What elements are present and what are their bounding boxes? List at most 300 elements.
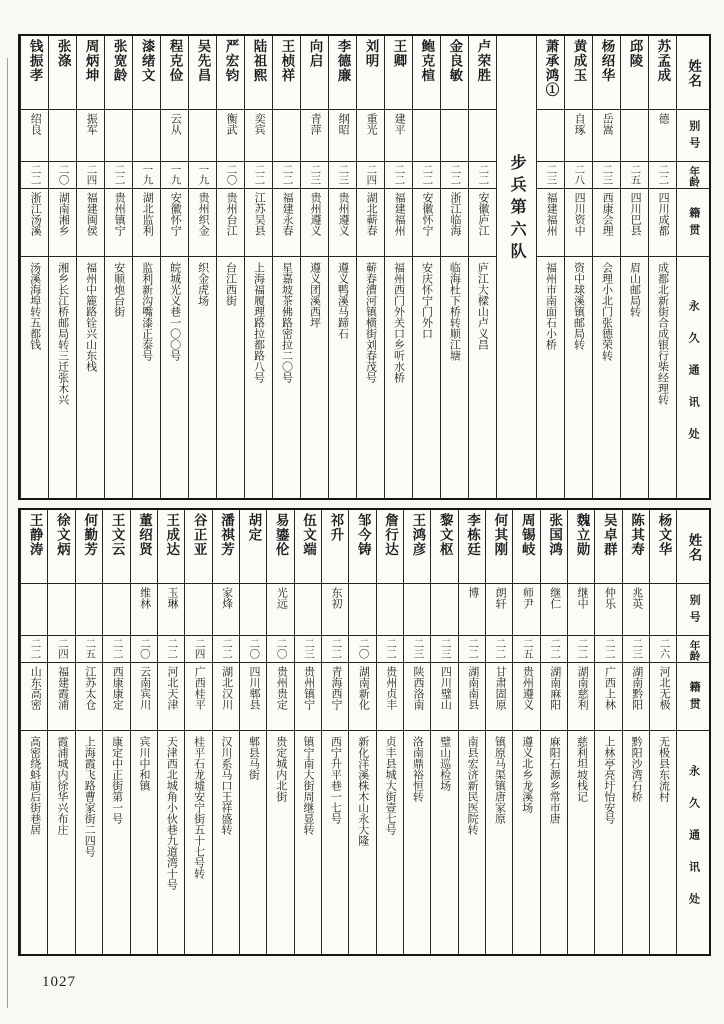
entry-name: 李德廉 [335,39,351,83]
entry-native-cell [595,663,621,731]
entry-name-cell [158,510,184,584]
entry-name: 何勤芳 [82,513,98,557]
entry-age: 二二 [281,164,293,185]
entry-age-cell [105,162,132,189]
entry-address: 康定中正街第一号 [110,736,123,824]
entry-address-cell [49,257,76,498]
entry-alias: 继中 [576,587,589,609]
entry-age-cell [267,636,293,663]
entry-alias-cell [105,110,132,162]
entry-column [48,36,76,498]
entry-column [622,510,649,954]
entry-native-cell [349,663,375,731]
entry-age: 二二 [603,638,615,659]
entry-age-cell [404,636,430,663]
roster-table-top [18,34,711,500]
entry-column [157,510,184,954]
entry-address: 镇宁南大街周继显转 [302,736,315,835]
entry-age-cell [21,636,47,663]
entry-name-cell [185,510,211,584]
entry-age-cell [537,162,564,189]
entry-name-cell [49,36,76,110]
entry-native-cell [486,663,512,731]
entry-native: 广西上林 [603,666,616,710]
entry-age-cell [76,636,102,663]
entry-address-cell [385,257,412,498]
entry-alias-cell [431,584,457,636]
entry-name: 杨文华 [656,513,672,557]
entry-column [485,510,512,954]
entry-name: 程克俭 [167,39,183,83]
entry-native-cell [441,189,468,257]
entry-alias-cell [565,110,592,162]
entry-age-cell [377,636,403,663]
entry-alias-cell [240,584,266,636]
entry-address-cell [240,731,266,954]
entry-address-cell [161,257,188,498]
entry-column [212,510,239,954]
entry-name: 苏孟成 [655,39,671,83]
entry-native: 贵州遵义 [521,666,534,710]
entry-address-cell [349,731,375,954]
entry-address-cell [213,731,239,954]
entry-alias-cell [377,584,403,636]
entry-native-cell [133,189,160,257]
entry-age: 二〇 [357,638,369,659]
entry-native: 贵州镇宁 [113,192,126,236]
entry-age-cell [273,162,300,189]
entry-address-cell [105,257,132,498]
entry-name-cell [623,510,649,584]
entry-alias: 博 [466,587,479,598]
entry-age: 二四 [85,164,97,185]
entry-address-cell [245,257,272,498]
entry-age-cell [459,636,485,663]
entry-native: 四川璧山 [439,666,452,710]
entry-name-cell [377,510,403,584]
entry-address: 宾川中和镇 [137,736,150,791]
entry-address: 福州中簏路铨兴山东栈 [84,262,97,372]
entry-name: 杨绍华 [599,39,615,83]
entry-column [328,36,356,498]
entry-alias-cell [385,110,412,162]
entry-native-cell [377,663,403,731]
entry-age: 二三 [601,164,613,185]
entry-column [649,510,676,954]
entry-native: 贵州贞丰 [384,666,397,710]
entry-age-cell [349,636,375,663]
entry-native-cell [213,663,239,731]
entry-native-cell [385,189,412,257]
entry-alias: 衡武 [225,113,238,135]
entry-column [594,510,621,954]
roster-table-bottom [18,508,711,956]
entry-name: 张宽龄 [111,39,127,83]
entry-alias-cell [267,584,293,636]
entry-age-cell [213,636,239,663]
entry-age-cell [486,636,512,663]
entry-alias-cell [650,584,676,636]
entry-address-cell [185,731,211,954]
entry-address-cell [267,731,293,954]
entry-age: 一九 [169,164,181,185]
entry-native: 湖北蕲春 [365,192,378,236]
header-native-label-cell [677,663,709,731]
header-native-label: 籍贯 [688,680,701,716]
entry-native: 江苏吴县 [253,192,266,236]
entry-name: 刘明 [363,39,379,69]
entry-name-cell [245,36,272,110]
entry-address-cell [103,731,129,954]
entry-address: 南县宏济新民医院转 [466,736,479,835]
entry-address: 资中球溪镇邮局转 [572,262,585,350]
entry-native: 湖南慈利 [576,666,589,710]
entry-alias: 朗轩 [494,587,507,609]
entry-name: 李栋廷 [465,513,481,557]
entry-address-cell [649,257,676,498]
entry-name: 鲍克楦 [419,39,435,83]
entry-native: 贵州织金 [197,192,210,236]
entry-age-cell [623,636,649,663]
entry-alias-cell [301,110,328,162]
entry-native-cell [49,189,76,257]
entry-native-cell [267,663,293,731]
entry-age-cell [245,162,272,189]
entry-column [266,510,293,954]
entry-address-cell [377,731,403,954]
entry-name: 伍文端 [301,513,317,557]
entry-address: 桂平石龙墟安宁街五十七号转 [192,736,205,879]
entry-alias-cell [217,110,244,162]
entry-name-cell [404,510,430,584]
entry-age-cell [595,636,621,663]
entry-alias-cell [185,584,211,636]
entry-column [132,36,160,498]
entry-native-cell [21,189,48,257]
entry-alias-cell [158,584,184,636]
entry-native: 贵州遵义 [309,192,322,236]
entry-name: 黄成玉 [571,39,587,83]
entry-address: 西宁升平巷一七号 [329,736,342,824]
entry-native: 安徽庐江 [477,192,490,236]
entry-native-cell [77,189,104,257]
entry-address: 遵义北乡龙溪场 [520,736,533,813]
entry-address-cell [565,257,592,498]
header-alias-label-cell [677,584,709,636]
entry-native: 广西桂平 [193,666,206,710]
entry-column [239,510,266,954]
entry-alias-cell [357,110,384,162]
entry-column [403,510,430,954]
entry-native-cell [105,189,132,257]
entry-native-cell [21,663,47,731]
entry-column [104,36,132,498]
header-age-label-cell [677,636,709,663]
entry-address-cell [537,257,564,498]
entry-name-cell [593,36,620,110]
field-header-column [676,36,709,498]
entry-alias: 师尹 [521,587,534,609]
entry-name: 邱陵 [627,39,643,69]
entry-name-cell [240,510,266,584]
entry-address-cell [623,731,649,954]
entry-address-cell [77,257,104,498]
entry-name: 张国鸿 [547,513,563,557]
header-alias-label-cell [677,110,709,162]
entry-alias-cell [21,584,47,636]
entry-native-cell [240,663,266,731]
entry-native-cell [161,189,188,257]
entry-alias-cell [322,584,348,636]
entry-age-cell [77,162,104,189]
entry-age-cell [593,162,620,189]
entry-column [47,510,74,954]
entry-name-cell [650,510,676,584]
entry-address-cell [441,257,468,498]
entry-name-cell [385,36,412,110]
entry-alias: 自琢 [573,113,586,135]
entry-native: 湖北汉川 [220,666,233,710]
entry-native: 陕西洛南 [412,666,425,710]
entry-age: 二五 [629,164,641,185]
header-address-label-cell [677,257,709,498]
entry-name-cell [213,510,239,584]
entry-native-cell [103,663,129,731]
entry-column [76,36,104,498]
entry-address-cell [357,257,384,498]
entry-address-cell [404,731,430,954]
entry-address-cell [48,731,74,954]
entry-name: 王静涛 [27,513,43,557]
entry-column [540,510,567,954]
entry-address-cell [459,731,485,954]
entry-native-cell [329,189,356,257]
entry-age-cell [621,162,648,189]
entry-name-cell [48,510,74,584]
entry-alias: 玉琳 [165,587,178,609]
entry-native: 甘肃固原 [494,666,507,710]
entry-age: 二三 [302,638,314,659]
entry-age-cell [431,636,457,663]
entry-native-cell [404,663,430,731]
entry-age: 二二 [111,638,123,659]
entry-alias-cell [459,584,485,636]
entry-native-cell [185,663,211,731]
entry-native: 浙江临海 [449,192,462,236]
entry-alias-cell [593,110,620,162]
entry-age-cell [295,636,321,663]
entry-name-cell [595,510,621,584]
entry-alias: 兆英 [630,587,643,609]
entry-age: 二二 [253,164,265,185]
entry-age-cell [189,162,216,189]
entry-name-cell [267,510,293,584]
entry-age-cell [650,636,676,663]
entry-address-cell [486,731,512,954]
entry-age-cell [131,636,157,663]
entry-column [216,36,244,498]
entry-age: 二四 [365,164,377,185]
entry-name: 卢荣胜 [475,39,491,83]
entry-address: 临海杜下桥转顺江塘 [448,262,461,361]
entry-native: 四川成都 [657,192,670,236]
entry-name-cell [105,36,132,110]
entry-column [412,36,440,498]
entry-age-cell [240,636,266,663]
entry-age-cell [469,162,496,189]
entry-address: 慈利坦坡栈记 [575,736,588,802]
entry-age-cell [161,162,188,189]
entry-address: 璧山巡检场 [438,736,451,791]
entry-native-cell [649,189,676,257]
entry-alias-cell [513,584,539,636]
entry-age: 二三 [412,638,424,659]
entry-address-cell [217,257,244,498]
entry-name-cell [77,36,104,110]
entry-age: 二〇 [275,638,287,659]
entry-native-cell [131,663,157,731]
header-name-label-cell [677,510,709,584]
entry-age: 二二 [393,164,405,185]
entry-age-cell [133,162,160,189]
entry-name-cell [513,510,539,584]
entry-alias-cell [621,110,648,162]
header-age-label-cell [677,162,709,189]
entry-age: 二〇 [248,638,260,659]
entry-age: 二二 [29,638,41,659]
entry-address: 汤溪海埠转五都钱 [28,262,41,350]
entry-age: 二二 [657,164,669,185]
entry-name-cell [621,36,648,110]
entry-column [244,36,272,498]
entry-column [102,510,129,954]
entry-age-cell [541,636,567,663]
entry-address: 庐江大樑山卢义昌 [476,262,489,350]
entry-name-cell [131,510,157,584]
entry-native: 贵州台江 [225,192,238,236]
entry-alias-cell [131,584,157,636]
entry-native: 贵州遵义 [337,192,350,236]
entry-name-cell [469,36,496,110]
entry-address-cell [273,257,300,498]
entry-name-cell [21,510,47,584]
entry-native: 四川郫县 [247,666,260,710]
entry-address-cell [21,731,47,954]
entry-age: 二二 [113,164,125,185]
entry-native-cell [537,189,564,257]
entry-native-cell [413,189,440,257]
entry-alias-cell [595,584,621,636]
entry-alias-cell [48,584,74,636]
entry-address: 蕲春漕河镇横街刘春茂号 [364,262,377,383]
entry-alias-cell [469,110,496,162]
entry-address-cell [593,257,620,498]
entry-column [564,36,592,498]
entry-name: 陆祖熙 [251,39,267,83]
entry-column [321,510,348,954]
entry-native: 贵州镇宁 [302,666,315,710]
entry-name-cell [103,510,129,584]
entry-age: 二三 [309,164,321,185]
entry-alias: 奕宾 [253,113,266,135]
entry-name: 王文云 [109,513,125,557]
entry-age: 一九 [141,164,153,185]
entry-alias-cell [349,584,375,636]
entry-address-cell [301,257,328,498]
entry-native: 湖南新化 [357,666,370,710]
entry-age: 二二 [494,638,506,659]
entry-age-cell [21,162,48,189]
entry-address: 贵定城内北街 [274,736,287,802]
entry-column [440,36,468,498]
entry-age: 二二 [421,164,433,185]
entry-address: 成都北新街合成银行柴经理转 [656,262,669,405]
entry-age-cell [513,636,539,663]
entry-age: 一九 [197,164,209,185]
entry-native: 浙江汤溪 [29,192,42,236]
entry-address-cell [650,731,676,954]
entry-name-cell [21,36,48,110]
entry-age-cell [413,162,440,189]
header-alias-label: 别号 [688,593,701,629]
entry-age: 二〇 [138,638,150,659]
entry-alias-cell [77,110,104,162]
entry-age: 二二 [449,164,461,185]
entry-alias: 建平 [393,113,406,135]
entry-native-cell [189,189,216,257]
header-name-label: 姓名 [686,59,702,89]
entry-address: 织金虎场 [196,262,209,306]
entry-address-cell [469,257,496,498]
entry-native: 湖南麻阳 [548,666,561,710]
entry-column [458,510,485,954]
entry-address-cell [158,731,184,954]
entry-age: 二四 [56,638,68,659]
entry-address-cell [295,731,321,954]
entry-native: 安徽怀宁 [421,192,434,236]
entry-name: 王鸿彦 [410,513,426,557]
entry-alias-cell [623,584,649,636]
entry-alias-cell [213,584,239,636]
entry-name-cell [322,510,348,584]
entry-address: 遵义鸭溪马蹄石 [336,262,349,339]
entry-address: 福州西门外关口乡听水桥 [392,262,405,383]
entry-name: 萧承鸿① [543,39,559,98]
header-age-label: 年龄 [688,165,700,187]
entry-name: 徐文炳 [54,513,70,557]
entry-name: 王桢祥 [279,39,295,83]
entry-address: 贞丰县城大街壹七号 [384,736,397,835]
entry-name-cell [441,36,468,110]
entry-address: 天津西北城角小伙巷九道湾十号 [165,736,178,890]
entry-native-cell [513,663,539,731]
entry-address-cell [329,257,356,498]
field-header-column [676,510,709,954]
entry-native: 福建闽侯 [85,192,98,236]
entry-alias-cell [486,584,512,636]
entry-address: 上海霞飞路曹家街二四号 [83,736,96,857]
entry-alias: 云从 [169,113,182,135]
entry-alias-cell [161,110,188,162]
entry-address-cell [133,257,160,498]
entry-alias-cell [649,110,676,162]
entry-name: 胡定 [246,513,262,543]
entry-age-cell [441,162,468,189]
entry-name: 金良敏 [447,39,463,83]
header-address-label-cell [677,731,709,954]
entry-name: 钱振孝 [27,39,43,83]
entry-age-cell [217,162,244,189]
